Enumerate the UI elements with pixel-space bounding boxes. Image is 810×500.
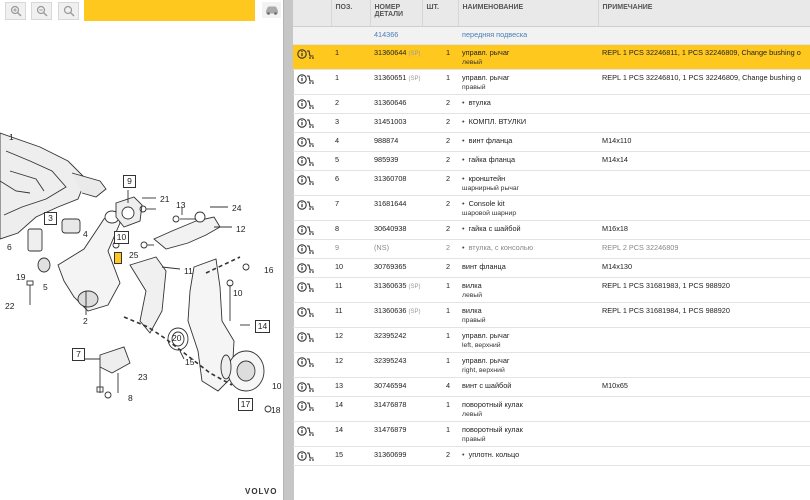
callout-1[interactable]: 1: [9, 132, 14, 142]
callout-22[interactable]: 22: [5, 301, 15, 311]
info-cart-icon[interactable]: [297, 425, 315, 437]
row-qty: 4: [422, 378, 458, 397]
row-part-number[interactable]: 30746594: [370, 378, 422, 397]
row-subname: right, верхний: [462, 367, 505, 374]
row-note: [598, 171, 810, 196]
row-part-number[interactable]: 31681644: [370, 196, 422, 221]
info-cart-icon[interactable]: [297, 400, 315, 412]
row-qty: 1: [422, 70, 458, 95]
row-qty: 1: [422, 328, 458, 353]
row-part-number[interactable]: 31360708: [370, 171, 422, 196]
table-row[interactable]: [293, 422, 810, 447]
info-cart-icon[interactable]: [297, 48, 315, 60]
row-part-number[interactable]: 32395243: [370, 353, 422, 378]
callout-4[interactable]: 4: [83, 229, 88, 239]
row-note: [598, 447, 810, 466]
row-part-number[interactable]: 985939: [370, 152, 422, 171]
row-qty: 1: [422, 45, 458, 70]
row-note: [598, 353, 810, 378]
info-cart-icon[interactable]: [297, 174, 315, 186]
row-actions[interactable]: [293, 303, 331, 328]
row-pos: 1: [331, 45, 370, 70]
row-qty: 2: [422, 133, 458, 152]
row-name: винт фланца: [458, 259, 598, 278]
row-note: M16x18: [598, 221, 810, 240]
info-cart-icon[interactable]: [297, 331, 315, 343]
callout-10b[interactable]: 10: [233, 288, 243, 298]
row-note: REPL 1 PCS 32246810, 1 PCS 32246809, Change bushing o: [598, 70, 810, 95]
row-pos: 8: [331, 221, 370, 240]
row-name: • КОМПЛ. ВТУЛКИ: [458, 114, 598, 133]
row-actions[interactable]: [293, 70, 331, 95]
callout-6[interactable]: 6: [7, 242, 12, 252]
row-subname: левый: [462, 292, 483, 299]
sp-badge: (SP): [408, 309, 421, 315]
table-row[interactable]: [293, 378, 810, 397]
info-cart-icon[interactable]: [297, 281, 315, 293]
table-row[interactable]: [293, 45, 810, 70]
row-qty: 2: [422, 240, 458, 259]
info-cart-icon[interactable]: [297, 262, 315, 274]
row-part-number[interactable]: 31360699: [370, 447, 422, 466]
sp-badge: (SP): [408, 76, 421, 82]
table-row[interactable]: [293, 278, 810, 303]
row-name: управл. рычаг правый: [458, 70, 598, 95]
row-part-number[interactable]: 30769365: [370, 259, 422, 278]
row-pos: 15: [331, 447, 370, 466]
row-note: M10x65: [598, 378, 810, 397]
row-name: • гайка фланца: [458, 152, 598, 171]
row-pos: 12: [331, 328, 370, 353]
section-row: [293, 27, 810, 45]
row-name: вилка левый: [458, 278, 598, 303]
callout-19[interactable]: 19: [16, 272, 26, 282]
row-actions[interactable]: [293, 259, 331, 278]
row-pos: 4: [331, 133, 370, 152]
row-qty: 1: [422, 278, 458, 303]
row-name: вилка правый: [458, 303, 598, 328]
info-cart-icon[interactable]: [297, 98, 315, 110]
row-qty: 2: [422, 196, 458, 221]
row-qty: 2: [422, 447, 458, 466]
row-subname: левый: [462, 59, 483, 66]
row-name: • втулка, с консолью: [458, 240, 598, 259]
table-row[interactable]: [293, 171, 810, 196]
table-row[interactable]: [293, 447, 810, 466]
callout-24[interactable]: 24: [232, 203, 242, 213]
row-actions[interactable]: [293, 278, 331, 303]
row-subname: шарнирный рычаг: [462, 185, 520, 192]
section-part: 414366: [370, 27, 422, 45]
callout-23[interactable]: 23: [138, 372, 148, 382]
row-name: • втулка: [458, 95, 598, 114]
row-note: [598, 114, 810, 133]
col-name[interactable]: НАИМЕНОВАНИЕ: [458, 0, 598, 27]
sp-badge: (SP): [408, 284, 421, 290]
callout-17[interactable]: 17: [238, 398, 253, 411]
table-row[interactable]: [293, 95, 810, 114]
callout-10[interactable]: 10: [114, 231, 129, 244]
row-pos: 5: [331, 152, 370, 171]
callout-12[interactable]: 12: [236, 224, 246, 234]
info-cart-icon[interactable]: [297, 73, 315, 85]
row-note: [598, 95, 810, 114]
callout-20[interactable]: 20: [172, 333, 182, 343]
row-part-number[interactable]: 988874: [370, 133, 422, 152]
section-name: передняя подвеска: [458, 27, 598, 45]
table-row[interactable]: [293, 303, 810, 328]
row-part-number[interactable]: 31360635 (SP): [370, 278, 422, 303]
row-name: винт с шайбой: [458, 378, 598, 397]
row-name: • уплотн. кольцо: [458, 447, 598, 466]
row-actions[interactable]: [293, 447, 331, 466]
row-actions[interactable]: [293, 133, 331, 152]
col-part[interactable]: НОМЕР ДЕТАЛИ: [370, 0, 422, 27]
row-name: • кронштейн шарнирный рычаг: [458, 171, 598, 196]
row-name: • Console kit шаровой шарнир: [458, 196, 598, 221]
diagram-panel: [0, 0, 283, 500]
row-pos: 6: [331, 171, 370, 196]
row-name: • гайка с шайбой: [458, 221, 598, 240]
table-header: [293, 0, 810, 27]
row-actions[interactable]: [293, 397, 331, 422]
row-note: [598, 196, 810, 221]
callout-16[interactable]: 16: [264, 265, 274, 275]
table-row[interactable]: [293, 221, 810, 240]
row-pos: 7: [331, 196, 370, 221]
callout-3[interactable]: 3: [44, 212, 57, 225]
row-actions[interactable]: [293, 114, 331, 133]
callout-15[interactable]: 15: [185, 357, 195, 367]
row-note: M14x14: [598, 152, 810, 171]
row-note: REPL 2 PCS 32246809: [598, 240, 810, 259]
row-part-number[interactable]: 31360644 (SP): [370, 45, 422, 70]
callout-13[interactable]: 13: [176, 200, 186, 210]
callout-25[interactable]: 25: [129, 250, 139, 260]
table-row[interactable]: [293, 196, 810, 221]
table-row[interactable]: [293, 133, 810, 152]
row-part-number[interactable]: (NS): [370, 240, 422, 259]
row-qty: 1: [422, 353, 458, 378]
table-row[interactable]: [293, 152, 810, 171]
row-note: [598, 397, 810, 422]
row-actions[interactable]: [293, 152, 331, 171]
row-actions[interactable]: [293, 240, 331, 259]
table-row[interactable]: [293, 397, 810, 422]
info-cart-icon[interactable]: [297, 306, 315, 318]
row-part-number[interactable]: 30640938: [370, 221, 422, 240]
row-actions[interactable]: [293, 221, 331, 240]
table-row[interactable]: [293, 328, 810, 353]
row-note: M14x110: [598, 133, 810, 152]
info-cart-icon[interactable]: [297, 155, 315, 167]
highlight-marker[interactable]: [114, 252, 122, 264]
row-name: управл. рычаг левый: [458, 45, 598, 70]
row-qty: 2: [422, 114, 458, 133]
row-pos: 12: [331, 353, 370, 378]
row-part-number[interactable]: 31476878: [370, 397, 422, 422]
info-cart-icon[interactable]: [297, 199, 315, 211]
col-note[interactable]: ПРИМЕЧАНИЕ: [598, 0, 810, 27]
row-qty: 1: [422, 303, 458, 328]
row-subname: шаровой шарнир: [462, 210, 517, 217]
info-cart-icon[interactable]: [297, 136, 315, 148]
row-pos: 9: [331, 240, 370, 259]
info-cart-icon[interactable]: [297, 450, 315, 462]
row-part-number[interactable]: 31476879: [370, 422, 422, 447]
row-note: REPL 1 PCS 31681983, 1 PCS 988920: [598, 278, 810, 303]
row-part-number[interactable]: 31360651 (SP): [370, 70, 422, 95]
row-name: управл. рычаг right, верхний: [458, 353, 598, 378]
row-name: поворотный кулак правый: [458, 422, 598, 447]
callout-9[interactable]: 9: [123, 175, 136, 188]
row-name: управл. рычаг left, верхний: [458, 328, 598, 353]
row-pos: 14: [331, 397, 370, 422]
callout-18[interactable]: 18: [271, 405, 281, 415]
row-part-number[interactable]: 31451003: [370, 114, 422, 133]
table-row[interactable]: [293, 259, 810, 278]
callout-14[interactable]: 14: [255, 320, 270, 333]
col-icon: [293, 0, 331, 27]
row-part-number[interactable]: 32395242: [370, 328, 422, 353]
callout-5[interactable]: 5: [43, 282, 48, 292]
row-actions[interactable]: [293, 171, 331, 196]
row-pos: 14: [331, 422, 370, 447]
row-note: M14x130: [598, 259, 810, 278]
info-cart-icon[interactable]: [297, 243, 315, 255]
brand-logo: VOLVO: [245, 487, 278, 496]
row-qty: 2: [422, 171, 458, 196]
callout-10c[interactable]: 10: [272, 381, 282, 391]
row-subname: правый: [462, 317, 486, 324]
row-part-number[interactable]: 31360636 (SP): [370, 303, 422, 328]
table-row[interactable]: [293, 114, 810, 133]
row-pos: 11: [331, 303, 370, 328]
row-qty: 2: [422, 221, 458, 240]
row-name: поворотный кулак левый: [458, 397, 598, 422]
info-cart-icon[interactable]: [297, 117, 315, 129]
col-pos[interactable]: ПОЗ.: [331, 0, 370, 27]
callout-2[interactable]: 2: [83, 316, 88, 326]
row-note: [598, 422, 810, 447]
row-pos: 2: [331, 95, 370, 114]
sp-badge: (SP): [408, 51, 421, 57]
row-qty: 2: [422, 259, 458, 278]
row-actions[interactable]: [293, 353, 331, 378]
row-note: REPL 1 PCS 31681984, 1 PCS 988920: [598, 303, 810, 328]
callout-8[interactable]: 8: [128, 393, 133, 403]
row-qty: 1: [422, 397, 458, 422]
row-qty: 2: [422, 152, 458, 171]
info-cart-icon[interactable]: [297, 224, 315, 236]
row-actions[interactable]: [293, 196, 331, 221]
table-row[interactable]: [293, 240, 810, 259]
row-note: REPL 1 PCS 32246811, 1 PCS 32246809, Change bushing o: [598, 45, 810, 70]
col-qty[interactable]: ШТ.: [422, 0, 458, 27]
row-subname: left, верхний: [462, 342, 501, 349]
row-actions[interactable]: [293, 45, 331, 70]
row-pos: 13: [331, 378, 370, 397]
row-qty: 1: [422, 422, 458, 447]
parts-table: [293, 0, 810, 466]
row-subname: правый: [462, 436, 486, 443]
row-actions[interactable]: [293, 328, 331, 353]
row-subname: правый: [462, 84, 486, 91]
row-pos: 11: [331, 278, 370, 303]
table-row[interactable]: [293, 353, 810, 378]
callout-11[interactable]: 11: [184, 266, 193, 276]
row-note: [598, 328, 810, 353]
row-actions[interactable]: [293, 422, 331, 447]
row-part-number[interactable]: 31360646: [370, 95, 422, 114]
info-cart-icon[interactable]: [297, 381, 315, 393]
row-pos: 10: [331, 259, 370, 278]
row-name: • винт фланца: [458, 133, 598, 152]
callout-7[interactable]: 7: [72, 348, 85, 361]
callout-21[interactable]: 21: [160, 194, 170, 204]
table-row[interactable]: [293, 70, 810, 95]
row-subname: левый: [462, 411, 483, 418]
row-pos: 3: [331, 114, 370, 133]
row-actions[interactable]: [293, 95, 331, 114]
info-cart-icon[interactable]: [297, 356, 315, 368]
row-qty: 2: [422, 95, 458, 114]
row-pos: 1: [331, 70, 370, 95]
row-actions[interactable]: [293, 378, 331, 397]
parts-table-panel: [293, 0, 810, 500]
